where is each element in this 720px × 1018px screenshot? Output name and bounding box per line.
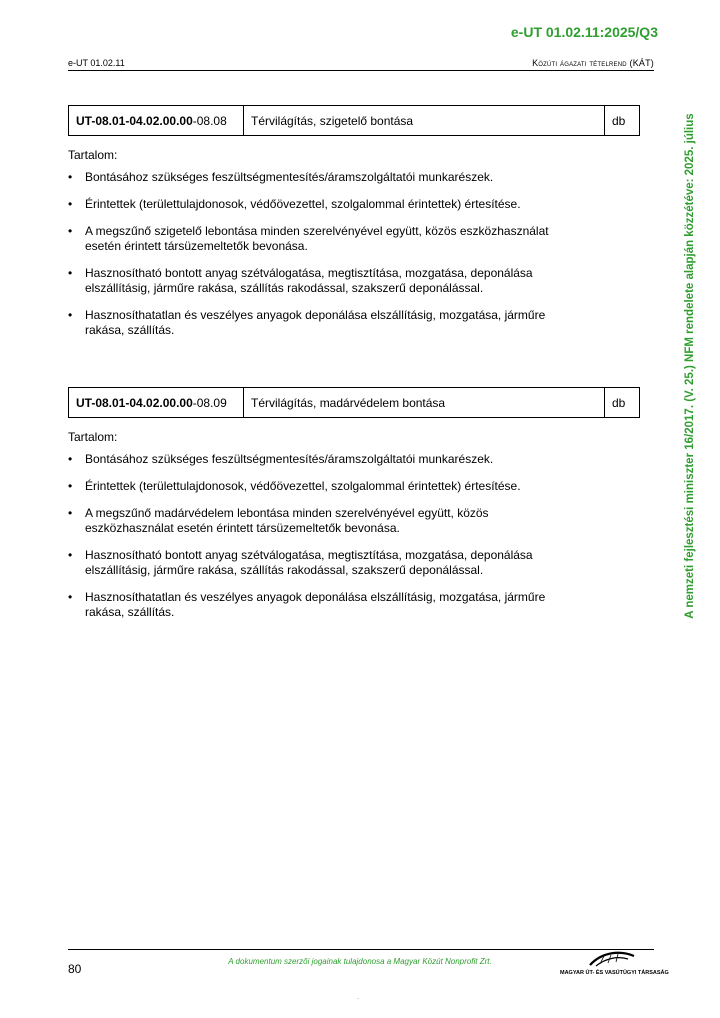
list-item: • Hasznosíthatatlan és veszélyes anyagok deponálása elszállításig, mozgatása, járműre rakása, szállítás.	[68, 590, 546, 619]
list-item: • Hasznosítható bontott anyag szétválogatása, megtisztítása, mozgatása, deponálása elszállításig, járműre rakása, szállítás rakodással, szakszerű deponálással.	[68, 266, 533, 295]
bullet-icon: •	[68, 548, 73, 562]
list-item: • Érintettek (területtulajdonosok, védőövezettel, szolgalommal érintettek) értesítése.	[68, 479, 521, 493]
logo-swoosh-icon	[560, 950, 654, 968]
item-title: Térvilágítás, szigetelő bontása	[244, 106, 605, 136]
item-section	[68, 387, 640, 632]
item-title: Térvilágítás, madárvédelem bontása	[244, 388, 605, 418]
item-code: UT-08.01-04.02.00.00-08.09	[69, 388, 244, 418]
bullet-icon: •	[68, 224, 73, 238]
item-unit: db	[605, 106, 640, 136]
list-item: • Bontásához szükséges feszültségmentesítés/áramszolgáltatói munkarészek.	[68, 170, 494, 184]
item-unit: db	[605, 388, 640, 418]
bullet-icon: •	[68, 266, 73, 280]
list-item: • Hasznosíthatatlan és veszélyes anyagok deponálása elszállításig, mozgatása, járműre rakása, szállítás.	[68, 308, 546, 337]
bottom-mark: .	[357, 992, 360, 1001]
copyright-notice: A dokumentum szerzői jogainak tulajdonosa a Magyar Közút Nonprofit Zrt.	[228, 957, 492, 966]
page-number: 80	[68, 962, 82, 976]
content-list	[68, 452, 640, 620]
page-header	[68, 58, 654, 71]
list-item: • Bontásához szükséges feszültségmentesítés/áramszolgáltatói munkarészek.	[68, 452, 494, 466]
bullet-icon: •	[68, 308, 73, 322]
bullet-icon: •	[68, 590, 73, 604]
content-label: Tartalom:	[68, 430, 118, 444]
item-header-table	[68, 105, 640, 136]
list-item: • Érintettek (területtulajdonosok, védőövezettel, szolgalommal érintettek) értesítése.	[68, 197, 521, 211]
bullet-icon: •	[68, 170, 73, 184]
item-header-table	[68, 387, 640, 418]
content-label: Tartalom:	[68, 148, 118, 162]
header-right: Közúti ágazati tételrend (KÁT)	[532, 58, 654, 68]
list-item: • Hasznosítható bontott anyag szétválogatása, megtisztítása, mozgatása, deponálása elszállításig, járműre rakása, szállítás rakodással, szakszerű deponálással.	[68, 548, 533, 577]
header-left: e-UT 01.02.11	[68, 58, 125, 68]
document-code: e-UT 01.02.11:2025/Q3	[510, 24, 658, 40]
bullet-icon: •	[68, 479, 73, 493]
side-note-text: A nemzeti fejlesztési miniszter 16/2017. (V. 25.) NFM rendelete alapján közzétéve: 2025. július	[684, 113, 696, 619]
company-logo	[560, 950, 669, 976]
bullet-icon: •	[68, 197, 73, 211]
logo-text: MAGYAR ÚT- ÉS VASÚTÜGYI TÁRSASÁG	[560, 970, 669, 976]
item-code: UT-08.01-04.02.00.00-08.08	[69, 106, 244, 136]
list-item: • A megszűnő madárvédelem lebontása minden szerelvényével együtt, közös eszközhasználat esetén érintett társüzemeltetők bevonása.	[68, 506, 489, 535]
bullet-icon: •	[68, 452, 73, 466]
list-item: • A megszűnő szigetelő lebontása minden szerelvényével együtt, közös eszközhasználat esetén érintett társüzemeltetők bevonása.	[68, 224, 549, 253]
bullet-icon: •	[68, 506, 73, 520]
content-list	[68, 170, 640, 338]
item-section	[68, 105, 640, 350]
